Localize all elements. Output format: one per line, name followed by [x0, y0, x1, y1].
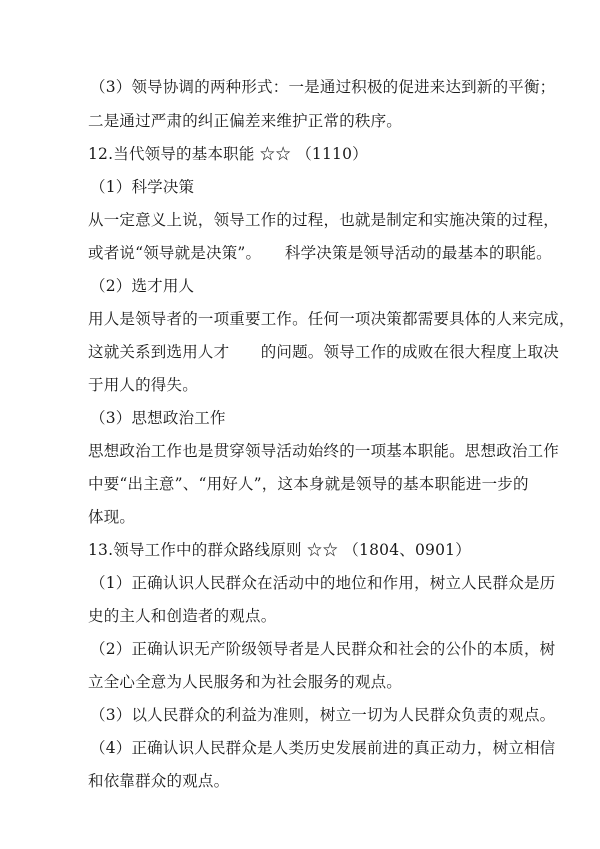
subheading-talent-selection: （2）选才用人 [90, 277, 195, 295]
subheading-scientific-decision: （1）科学决策 [90, 178, 195, 196]
text-line-1: （3）领导协调的两种形式：一是通过积极的促进来达到新的平衡； [90, 78, 556, 96]
text-line-8: 用人是领导者的一项重要工作。任何一项决策都需要具体的人来完成， [88, 310, 575, 328]
text-line-9: 这就关系到选用人才 的问题。领导工作的成败在很大程度上取决 [88, 343, 560, 361]
section-heading-12: 12.当代领导的基本职能 ☆☆ （1110） [88, 145, 368, 163]
text-line-14: 体现。 [88, 508, 136, 526]
text-line-6: 或者说“领导就是决策”。 科学决策是领导活动的最基本的职能。 [88, 244, 552, 262]
text-line-22: 和依靠群众的观点。 [88, 772, 230, 790]
text-line-18: （2）正确认识无产阶级领导者是人民群众和社会的公仆的本质，树 [90, 640, 556, 658]
text-line-5: 从一定意义上说，领导工作的过程，也就是制定和实施决策的过程， [88, 211, 560, 229]
text-line-21: （4）正确认识人民群众是人类历史发展前进的真正动力，树立相信 [90, 739, 556, 757]
text-line-13: 中要“出主意”、“用好人”，这本身就是领导的基本职能进一步的 [88, 475, 529, 493]
text-line-12: 思想政治工作也是贯穿领导活动始终的一项基本职能。思想政治工作 [88, 442, 560, 460]
section-heading-13: 13.领导工作中的群众路线原则 ☆☆ （1804、0901） [88, 541, 471, 559]
subheading-ideological-work: （3）思想政治工作 [90, 409, 226, 427]
text-line-17: 史的主人和创造者的观点。 [88, 607, 277, 625]
text-line-20: （3）以人民群众的利益为准则，树立一切为人民群众负责的观点。 [90, 706, 556, 724]
text-line-19: 立全心全意为人民服务和为社会服务的观点。 [88, 673, 403, 691]
text-line-10: 于用人的得失。 [88, 376, 198, 394]
text-line-2: 二是通过严肃的纠正偏差来维护正常的秩序。 [88, 112, 403, 130]
text-line-16: （1）正确认识人民群众在活动中的地位和作用，树立人民群众是历 [90, 574, 556, 592]
